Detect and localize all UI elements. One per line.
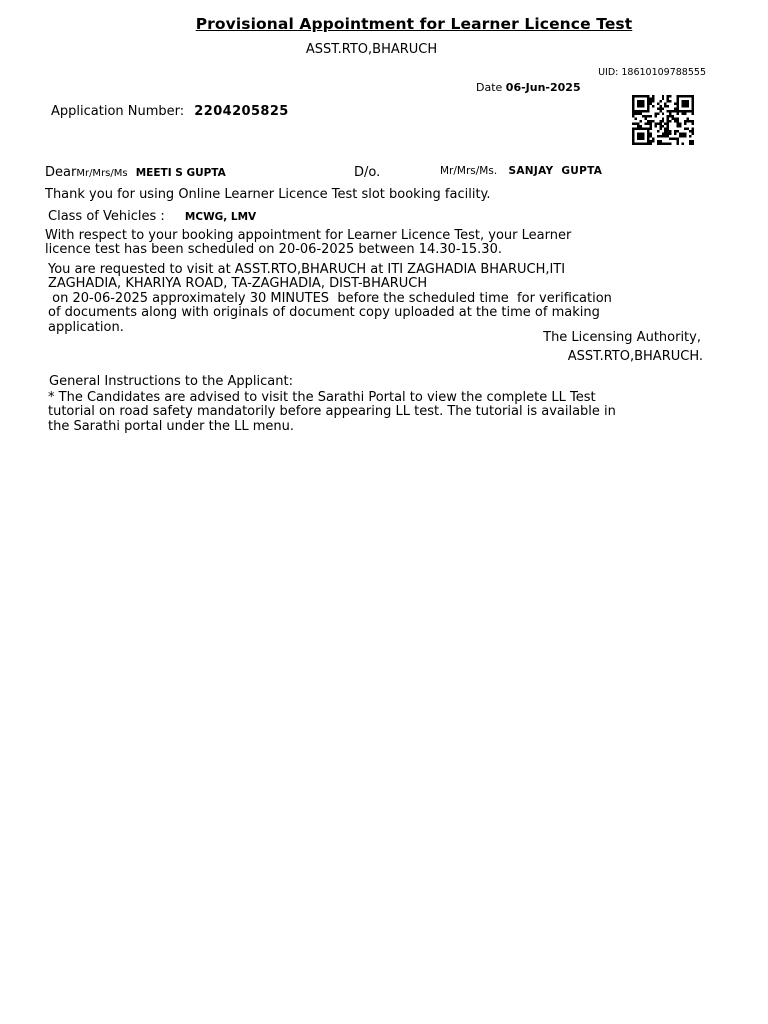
signature-line-2: ASST.RTO,BHARUCH. bbox=[567, 349, 703, 364]
date-row bbox=[476, 81, 581, 94]
date-value: 06-Jun-2025 bbox=[505, 81, 581, 94]
visit-paragraph: You are requested to visit at ASST.RTO,BHARUCH at ITI ZAGHADIA BHARUCH,ITI ZAGHADIA, KHARIYA ROAD, TA-ZAGHADIA, DIST-BHARUCH on 20-06-2025 approximately 30 MINUTES before the scheduled time for verification of documents along with originals of document copy uploaded at the time of making application. bbox=[48, 262, 612, 335]
addressee-row bbox=[45, 165, 226, 180]
date-label: Date bbox=[476, 81, 503, 94]
schedule-paragraph: With respect to your booking appointment for Learner Licence Test, your Learner licence test has been scheduled on 20-06-2025 between 14.30-15.30. bbox=[45, 228, 572, 258]
office-name: ASST.RTO,BHARUCH bbox=[305, 42, 438, 57]
signature-line-1: The Licensing Authority, bbox=[543, 330, 701, 345]
uid-number: UID: 18610109788555 bbox=[598, 67, 706, 78]
applicant-name: MEETI S GUPTA bbox=[135, 167, 226, 179]
document-title: Provisional Appointment for Learner Licence Test bbox=[195, 15, 633, 33]
class-of-vehicles-row bbox=[48, 209, 256, 224]
class-of-vehicles-value: MCWG, LMV bbox=[184, 211, 257, 223]
father-row bbox=[440, 165, 602, 177]
instructions-text: * The Candidates are advised to visit the Sarathi Portal to view the complete LL Test tutorial on road safety mandatorily before appearing LL test. The tutorial is available in the Sarathi portal under the LL menu. bbox=[48, 390, 616, 434]
qr-code-icon bbox=[632, 95, 694, 145]
thank-you-text: Thank you for using Online Learner Licence Test slot booking facility. bbox=[45, 187, 491, 202]
salutation-label: Mr/Mrs/Ms bbox=[76, 168, 128, 179]
relation-label: D/o. bbox=[354, 165, 381, 180]
application-number-row bbox=[51, 104, 289, 119]
instructions-heading: General Instructions to the Applicant: bbox=[49, 374, 293, 389]
father-salutation: Mr/Mrs/Ms. bbox=[440, 165, 498, 177]
father-name: SANJAY GUPTA bbox=[508, 165, 603, 177]
dear-label: Dear bbox=[45, 165, 77, 180]
application-number-label: Application Number: bbox=[51, 104, 185, 119]
class-of-vehicles-label: Class of Vehicles : bbox=[48, 209, 165, 224]
application-number-value: 2204205825 bbox=[194, 104, 289, 119]
